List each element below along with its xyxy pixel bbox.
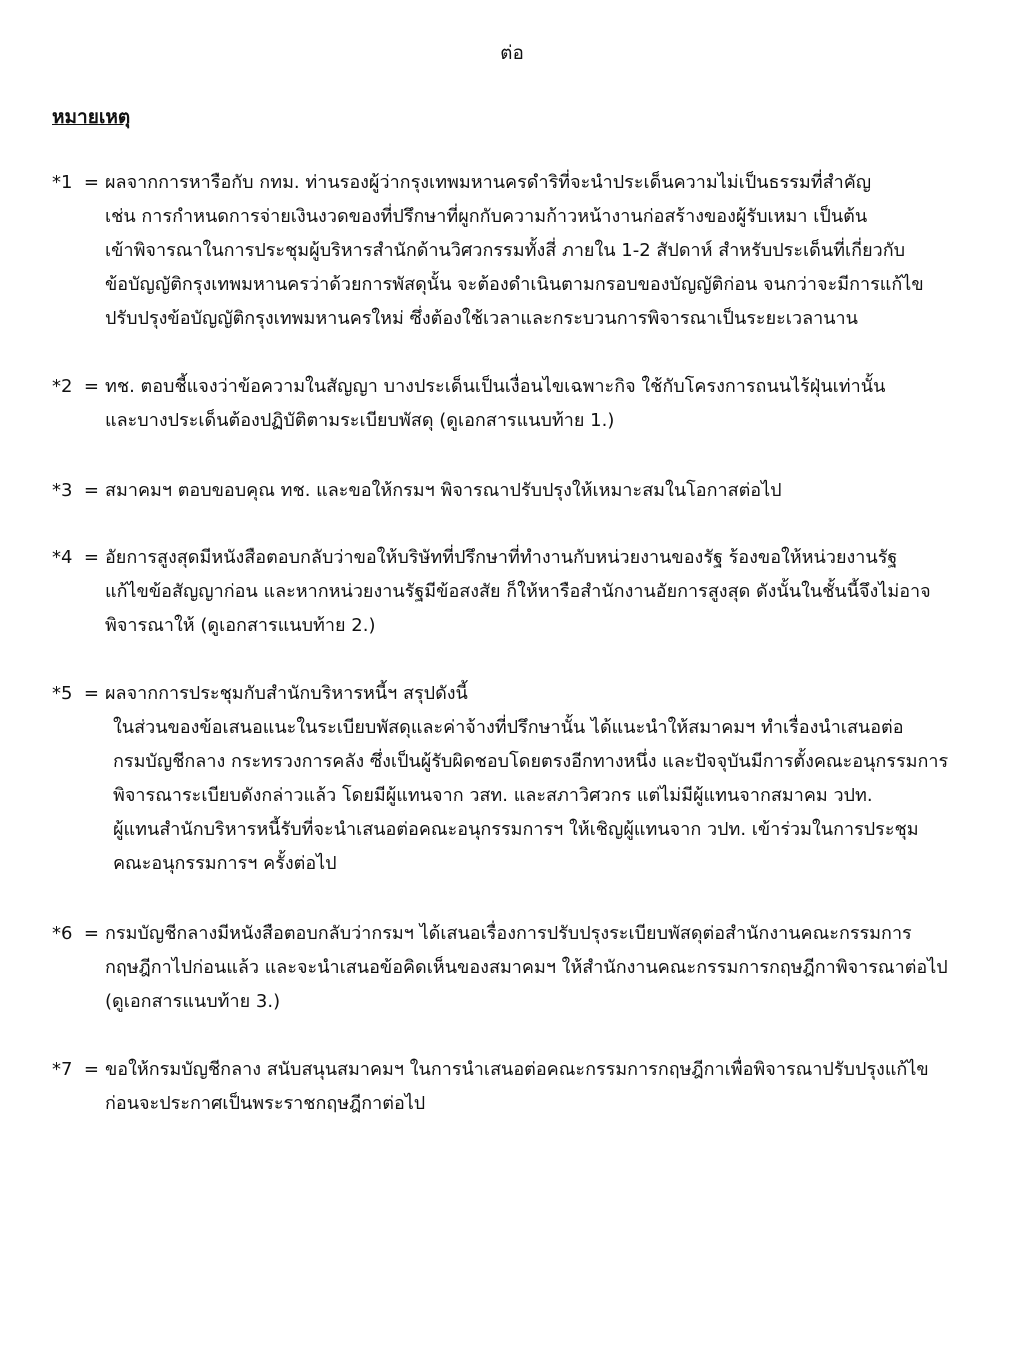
note-line: ก่อนจะประกาศเป็นพระราชกฤษฎีกาต่อไป [105,1093,426,1114]
note-1 [52,166,992,336]
note-line: ผลจากการหารือกับ กทม. ท่านรองผู้ว่ากรุงเทพมหานครดำริที่จะนำประเด็นความไม่เป็นธรรมที่สำคัญ [105,172,872,193]
note-marker: *4 = [52,547,99,568]
note-line: กฤษฎีกาไปก่อนแล้ว และจะนำเสนอข้อคิดเห็นของสมาคมฯ ให้สำนักงานคณะกรรมการกฤษฎีกาพิจารณาต่อไป [105,957,948,978]
note-line: และบางประเด็นต้องปฏิบัติตามระเบียบพัสดุ (ดูเอกสารแนบท้าย 1.) [105,410,615,431]
section-title-remarks: หมายเหตุ [52,106,131,128]
note-line: พิจารณาให้ (ดูเอกสารแนบท้าย 2.) [105,615,376,636]
note-marker: *3 = [52,480,99,501]
note-marker: *7 = [52,1059,99,1080]
note-line: อัยการสูงสุดมีหนังสือตอบกลับว่าขอให้บริษัทที่ปรึกษาที่ทำงานกับหน่วยงานของรัฐ ร้องขอให้หน่วยงานรัฐ [105,547,898,568]
note-line: แก้ไขข้อสัญญาก่อน และหากหน่วยงานรัฐมีข้อสงสัย ก็ให้หารือสำนักงานอัยการสูงสุด ดังนั้นในชั้นนี้จึงไม่อาจ [105,581,931,602]
note-line: ข้อบัญญัติกรุงเทพมหานครว่าด้วยการพัสดุนั้น จะต้องดำเนินตามกรอบของบัญญัติก่อน จนกว่าจะมีการแก้ไข [105,274,924,295]
note-line: ขอให้กรมบัญชีกลาง สนับสนุนสมาคมฯ ในการนำเสนอต่อคณะกรรมการกฤษฎีกาเพื่อพิจารณาปรับปรุงแก้ไข [105,1059,929,1080]
note-3 [52,474,992,508]
note-line: (ดูเอกสารแนบท้าย 3.) [105,991,281,1012]
note-6 [52,917,992,1019]
note-line: ผู้แทนสำนักบริหารหนี้รับที่จะนำเสนอต่อคณะอนุกรรมการฯ ให้เชิญผู้แทนจาก วปท. เข้าร่วมในการประชุม [113,819,919,840]
note-line: พิจารณาระเบียบดังกล่าวแล้ว โดยมีผู้แทนจาก วสท. และสภาวิศวกร แต่ไม่มีผู้แทนจากสมาคม วปท. [113,785,873,806]
note-line: ปรับปรุงข้อบัญญัติกรุงเทพมหานครใหม่ ซึ่งต้องใช้เวลาและกระบวนการพิจารณาเป็นระยะเวลานาน [105,308,858,329]
note-line: เช่น การกำหนดการจ่ายเงินงวดของที่ปรึกษาที่ผูกกับความก้าวหน้างานก่อสร้างของผู้รับเหมา เป็นต้น [105,206,868,227]
note-7 [52,1053,992,1121]
note-marker: *6 = [52,923,99,944]
note-line: ทช. ตอบชี้แจงว่าข้อความในสัญญา บางประเด็นเป็นเงื่อนไขเฉพาะกิจ ใช้กับโครงการถนนไร้ฝุ่นเท่านั้น [105,376,886,397]
note-2 [52,370,992,438]
note-line: เข้าพิจารณาในการประชุมผู้บริหารสำนักด้านวิศวกรรมทั้งสี่ ภายใน 1-2 สัปดาห์ สำหรับประเด็นที่เกี่ยวกับ [105,240,906,261]
continued-header: ต่อ [500,42,524,64]
note-line: ผลจากการประชุมกับสำนักบริหารหนี้ฯ สรุปดังนี้ [105,683,468,704]
note-line: ในส่วนของข้อเสนอแนะในระเบียบพัสดุและค่าจ้างที่ปรึกษานั้น ได้แนะนำให้สมาคมฯ ทำเรื่องนำเสนอต่อ [113,717,904,738]
note-5 [52,677,992,881]
note-marker: *2 = [52,376,99,397]
note-marker: *1 = [52,172,99,193]
note-line: กรมบัญชีกลางมีหนังสือตอบกลับว่ากรมฯ ได้เสนอเรื่องการปรับปรุงระเบียบพัสดุต่อสำนักงานคณะกรรมการ [105,923,912,944]
note-line: สมาคมฯ ตอบขอบคุณ ทช. และขอให้กรมฯ พิจารณาปรับปรุงให้เหมาะสมในโอกาสต่อไป [105,480,782,501]
note-marker: *5 = [52,683,99,704]
note-4 [52,541,992,643]
note-line: คณะอนุกรรมการฯ ครั้งต่อไป [113,853,337,874]
note-line: กรมบัญชีกลาง กระทรวงการคลัง ซึ่งเป็นผู้รับผิดชอบโดยตรงอีกทางหนึ่ง และปัจจุบันมีการตั้งคณะอนุกรรมการ [113,751,949,772]
